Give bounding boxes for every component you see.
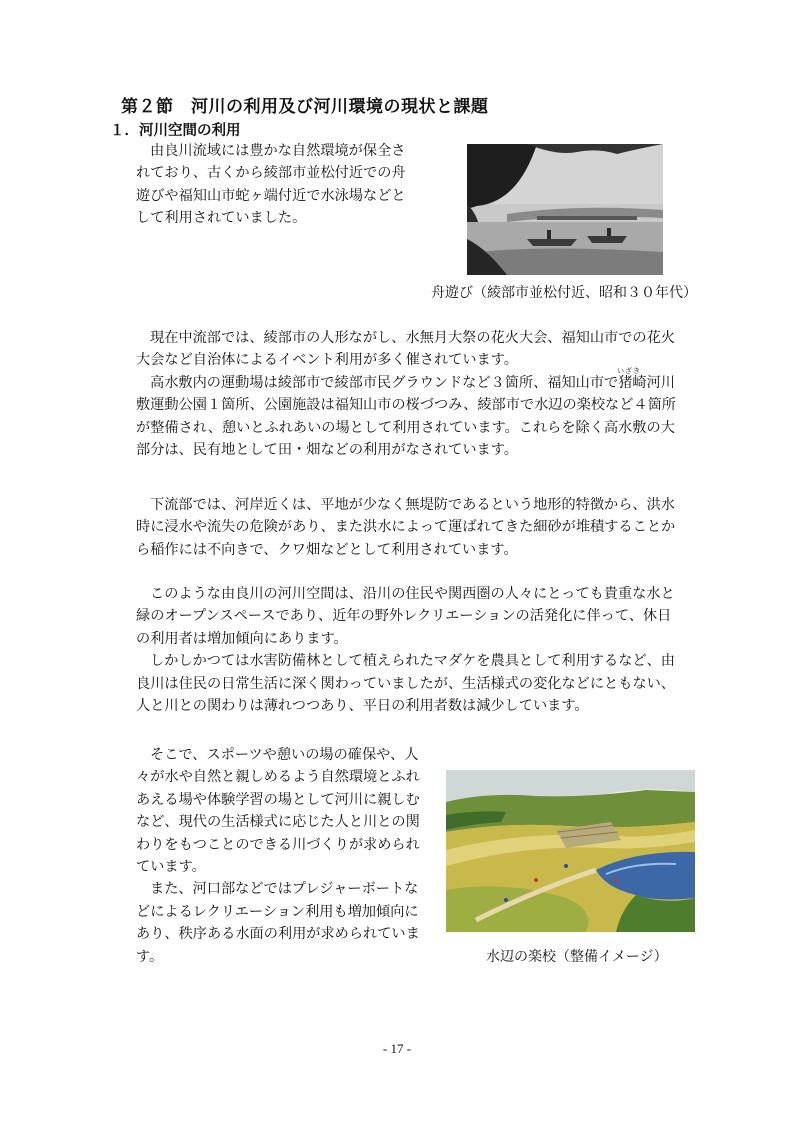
text-line: 々が水や自然と親しめるよう自然環境とふれ [136,769,420,786]
text-line: ら稲作には不向きで、クワ畑などとして利用されています。 [136,541,518,558]
boat-outing-caption: 舟遊び（綾部市並松付近、昭和３０年代） [431,285,697,301]
text-line: して利用されていました。 [136,210,307,227]
waterside-school-illustration [446,770,695,932]
subsection-title: １．河川空間の利用 [110,123,241,139]
page-number: - 17 - [382,1041,412,1056]
text-line: 良川は住民の日常生活に深く関わっていましたが、生活様式の変化などにともない、 [136,675,675,692]
text-line: 時に浸水や流失の危険があり、また洪水によって運ばれてきた細砂が堆積することか [136,519,676,536]
text-line: また、河口部などではプレジャーボートな [150,881,419,898]
text-line: 高水敷内の運動場は綾部市で綾部市民グラウンドなど３箇所、福知山市で猪崎河川 [150,374,675,391]
text-line: の利用者は増加傾向にあります。 [136,630,348,647]
text-line: 下流部では、河岸近くは、平地が少なく無堤防であるという地形的特徴から、洪水 [150,497,675,513]
midstream-paragraph [136,327,676,461]
text-line: 緑のオープンスペースであり、近年の野外レクリエーションの活発化に伴って、休日 [136,608,672,625]
text-line: 現在中流部では、綾部市の人形ながし、水無月大祭の花火大会、福知山市での花火 [150,330,675,346]
text-line: など、現代の生活様式に応じた人と川との関 [136,814,420,831]
text-line: れており、古くから綾部市並松付近での舟 [136,165,406,182]
text-line: このような由良川の河川空間は、沿川の住民や関西圏の人々にとっても貴重な水と [150,586,675,602]
text-line: す。 [136,948,164,965]
text-line: あり、秩序ある水面の利用が求められていま [136,926,420,943]
text-line: そこで、スポーツや憩いの場の確保や、人 [150,747,419,763]
downstream-paragraph [136,494,675,561]
text-line: どによるレクリエーション利用も増加傾向に [136,903,419,920]
text-line: 大会など自治体によるイベント利用が多く催されています。 [136,352,518,369]
text-line: 敷運動公園１箇所、公園施設は福知山市の桜づつみ、綾部市で水辺の楽校など４箇所 [136,397,676,414]
furigana-ino: いざき [617,367,641,375]
boat-outing-photo [467,144,663,275]
intro-paragraph [136,140,406,230]
text-line: 由良川流域には豊かな自然環境が保全さ [150,143,406,159]
text-line: しかしかつては水害防備林として植えられたマダケを農具として利用するなど、由 [150,653,675,670]
text-line: が整備され、憩いとふれあいの場として利用されています。これらを除く高水敷の大 [136,419,675,436]
text-line: ています。 [136,859,206,876]
text-line: 遊びや福知山市蛇ヶ端付近で水泳場などと [136,187,406,204]
text-line: 人と川との関わりは薄れつつあり、平日の利用者数は減少しています。 [136,698,589,715]
text-line: 部分は、民有地として田・畑などの利用がなされています。 [136,442,518,459]
river-space-paragraph [136,583,675,717]
text-line: わりをもつことのできる川づくりが求められ [136,836,420,853]
waterside-school-caption: 水辺の楽校（整備イメージ） [486,949,668,965]
text-line: あえる場や体験学習の場として河川に親しむ [136,791,420,808]
section-title: 第２節 河川の利用及び河川環境の現状と課題 [121,97,489,117]
closing-paragraph [136,744,420,968]
